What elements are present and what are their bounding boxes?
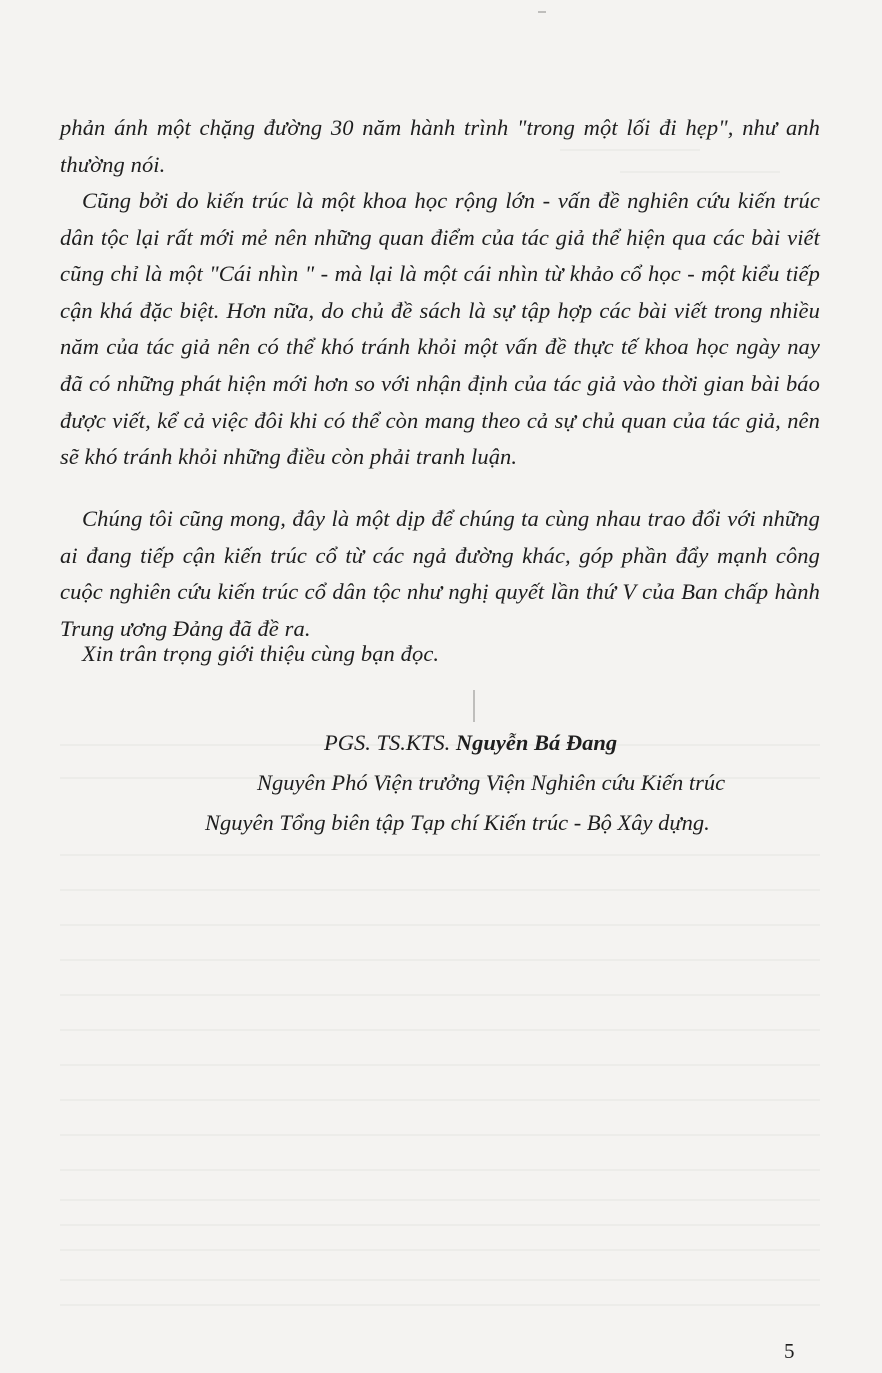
signature-role-2: Nguyên Tổng biên tập Tạp chí Kiến trúc - Bộ Xây dựng.: [205, 810, 710, 835]
signature-name: Nguyễn Bá Đang: [455, 730, 618, 755]
signature-role-1: Nguyên Phó Viện trưởng Viện Nghiên cứu Kiến trúc: [257, 770, 726, 795]
paragraph-perspective: Cũng bởi do kiến trúc là một khoa học rộng lớn - vấn đề nghiên cứu kiến trúc dân tộc lại rất mới mẻ nên những quan điểm của tác giả thể hiện qua các bài viết cũng chỉ là một "Cái nhìn " - mà lại là một cái nhìn từ khảo cổ học - một kiểu tiếp cận khá đặc biệt. Hơn nữa, do chủ đề sách là sự tập hợp các bài viết trong nhiều năm của tác giả nên có thể khó tránh khỏi một vấn đề thực tế khoa học ngày nay đã có những phát hiện mới hơn so với nhận định của tác giả vào thời gian bài báo được viết, kể cả việc đôi khi có thể còn mang theo cả sự chủ quan của tác giả, nên sẽ khó tránh khỏi những điều còn phải tranh luận.: [60, 188, 820, 470]
signature-title: PGS. TS.KTS.: [324, 730, 456, 755]
paragraph-closing: Xin trân trọng giới thiệu cùng bạn đọc.: [82, 641, 440, 666]
page-number: 5: [784, 1339, 795, 1363]
signature-name-line: [324, 725, 617, 761]
paragraph-hope: Chúng tôi cũng mong, đây là một dịp để chúng ta cùng nhau trao đổi với những ai đang tiếp cận kiến trúc cổ từ các ngả đường khác, góp phần đẩy mạnh công cuộc nghiên cứu kiến trúc cổ dân tộc như nghị quyết lần thứ V của Ban chấp hành Trung ương Đảng đã đề ra.: [60, 506, 820, 641]
paragraph-intro-continuation: phản ánh một chặng đường 30 năm hành trình "trong một lối đi hẹp", như anh thường nói.: [60, 115, 820, 177]
